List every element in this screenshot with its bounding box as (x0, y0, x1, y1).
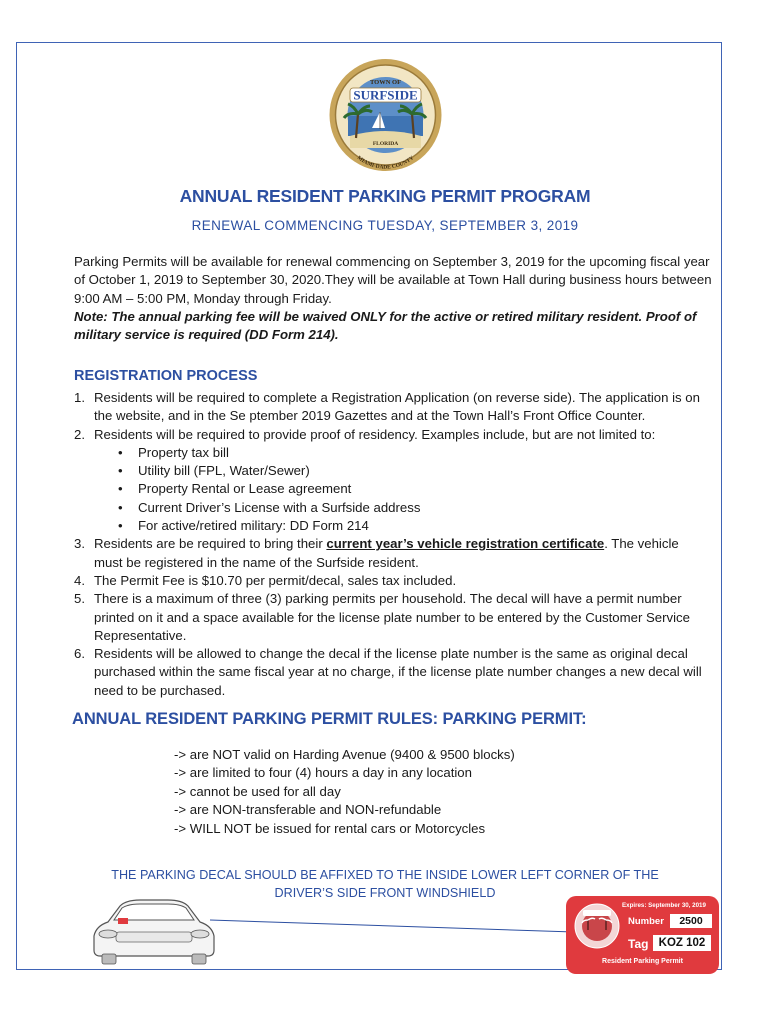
military-note: Note: The annual parking fee will be waived ONLY for the active or retired military resident. Proof of military service is required (DD Form 214). (74, 308, 697, 343)
list-item: • Current Driver’s License with a Surfside address (94, 499, 710, 517)
step-number: 5. (74, 591, 85, 607)
seal-top-text: TOWN OF (369, 79, 402, 86)
list-item: • Property Rental or Lease agreement (94, 480, 710, 498)
rule-item: -> are limited to four (4) hours a day in any location (174, 765, 472, 781)
residency-proof-list (94, 444, 710, 535)
registration-steps (74, 389, 710, 700)
decal-tag-label: Tag (628, 937, 649, 951)
step-item (74, 645, 710, 700)
decal-footer: Resident Parking Permit (602, 958, 683, 965)
list-item: • For active/retired military: DD Form 214 (94, 517, 710, 535)
page-subtitle: RENEWAL COMMENCING TUESDAY, SEPTEMBER 3, 2019 (191, 218, 579, 233)
step-text: There is a maximum of three (3) parking permits per household. The decal will have a permit number printed on it and a space available for the license plate number to be entered by the Customer Service Representative. (94, 591, 690, 643)
step-item (74, 426, 710, 536)
decal-location-marker (118, 918, 128, 924)
car-illustration (86, 892, 220, 968)
intro-paragraph: Parking Permits will be available for renewal commencing on September 3, 2019 for the upcoming fiscal year of October 1, 2019 to September 30, 2020.They will be available at Town Hall during business hours between 9:00 AM – 5:00 PM, Monday through Friday. (74, 254, 712, 306)
registration-heading: REGISTRATION PROCESS (74, 368, 258, 384)
decal-note-line: THE PARKING DECAL SHOULD BE AFFIXED TO THE INSIDE LOWER LEFT CORNER OF THE (111, 868, 659, 882)
step-item (74, 590, 710, 645)
decal-seal-logo (574, 902, 620, 950)
list-item: • Property tax bill (94, 444, 710, 462)
decal-number-label: Number (628, 916, 664, 927)
decal-pointer-line (210, 918, 574, 934)
sample-parking-decal (566, 896, 719, 974)
rule-item: -> WILL NOT be issued for rental cars or Motorcycles (174, 820, 486, 836)
list-item: • Utility bill (FPL, Water/Sewer) (94, 462, 710, 480)
step-text: Residents will be allowed to change the decal if the license plate number is the same as original decal purchased within the same fiscal year at no charge, if the license plate number changes a new decal will need to be purchased. (94, 646, 702, 698)
step-text: . The vehicle must be registered in the name of the Surfside resident. (94, 536, 679, 570)
step-item (74, 572, 710, 590)
step-item (74, 389, 710, 426)
decal-tag-value: KOZ 102 (653, 935, 711, 951)
step-number: 4. (74, 572, 85, 588)
registration-certificate-emphasis: current year’s vehicle registration certificate (326, 536, 605, 552)
page-title: ANNUAL RESIDENT PARKING PERMIT PROGRAM (179, 186, 591, 206)
permit-rules-list (174, 746, 515, 838)
rule-item: -> cannot be used for all day (174, 783, 341, 799)
decal-note-line: DRIVER’S SIDE FRONT WINDSHIELD (274, 886, 496, 900)
step-item (74, 535, 710, 572)
intro-section (74, 253, 714, 344)
step-number: 2. (74, 426, 85, 442)
seal-town-name: SURFSIDE (353, 87, 418, 103)
rules-heading: ANNUAL RESIDENT PARKING PERMIT RULES: PARKING PERMIT: (72, 710, 587, 728)
rule-item: -> are NOT valid on Harding Avenue (9400 & 9500 blocks) (174, 747, 515, 762)
town-seal-logo (328, 56, 443, 174)
step-number: 3. (74, 536, 85, 552)
step-number: 1. (74, 390, 85, 405)
step-text: Residents will be required to complete a Registration Application (on reverse side). The application is on the website, and in the Se ptember 2019 Gazettes and at the Town Hall’s Front Office Counter. (94, 390, 700, 424)
step-text: The Permit Fee is $10.70 per permit/decal, sales tax included. (94, 572, 457, 588)
decal-expiration: Expires: September 30, 2019 (622, 902, 706, 909)
rule-item: -> are NON-transferable and NON-refundable (174, 802, 442, 818)
step-text: Residents will be required to provide proof of residency. Examples include, but are not limited to: (94, 426, 656, 442)
step-text: Residents are be required to bring their (94, 536, 327, 552)
decal-number-value: 2500 (670, 914, 712, 928)
seal-state: FLORIDA (372, 141, 399, 147)
seal-county: MIAMI-DADE COUNTY (355, 155, 416, 171)
step-number: 6. (74, 646, 85, 662)
